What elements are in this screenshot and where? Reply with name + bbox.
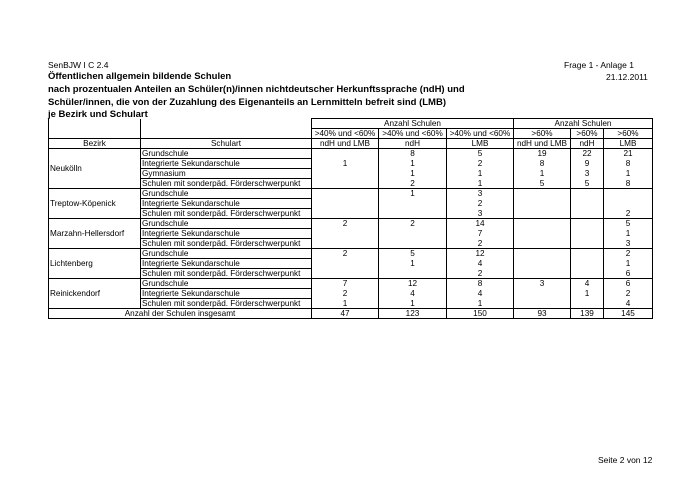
schulart-cell: Schulen mit sonderpäd. Förderschwerpunkt bbox=[141, 299, 312, 309]
sub-header: ndH bbox=[571, 139, 604, 149]
value-cell bbox=[312, 209, 379, 219]
range-header: >40% und <60% bbox=[379, 129, 447, 139]
total-value: 47 bbox=[312, 309, 379, 319]
value-cell bbox=[379, 229, 447, 239]
total-value: 139 bbox=[571, 309, 604, 319]
value-cell: 1 bbox=[604, 229, 653, 239]
frage-anlage: Frage 1 - Anlage 1 bbox=[564, 60, 634, 70]
total-label: Anzahl der Schulen insgesamt bbox=[49, 309, 312, 319]
table-row bbox=[49, 149, 653, 159]
value-cell bbox=[514, 189, 571, 199]
value-cell: 5 bbox=[379, 249, 447, 259]
value-cell: 3 bbox=[604, 239, 653, 249]
value-cell: 9 bbox=[571, 159, 604, 169]
column-header-schulart: Schulart bbox=[141, 139, 312, 149]
value-cell bbox=[514, 299, 571, 309]
value-cell bbox=[571, 249, 604, 259]
value-cell bbox=[312, 229, 379, 239]
district-name: Neukölln bbox=[49, 149, 141, 189]
schulart-cell: Integrierte Sekundarschule bbox=[141, 289, 312, 299]
value-cell bbox=[571, 239, 604, 249]
value-cell bbox=[571, 199, 604, 209]
value-cell: 12 bbox=[379, 279, 447, 289]
value-cell bbox=[514, 219, 571, 229]
doc-date: 21.12.2011 bbox=[606, 72, 648, 82]
value-cell bbox=[312, 169, 379, 179]
column-header-bezirk: Bezirk bbox=[49, 139, 141, 149]
district-name: Reinickendorf bbox=[49, 279, 141, 309]
value-cell bbox=[571, 189, 604, 199]
value-cell bbox=[514, 289, 571, 299]
value-cell bbox=[571, 229, 604, 239]
range-header: >60% bbox=[604, 129, 653, 139]
value-cell: 2 bbox=[447, 269, 514, 279]
value-cell: 2 bbox=[312, 249, 379, 259]
value-cell: 5 bbox=[571, 179, 604, 189]
schulart-cell: Grundschule bbox=[141, 189, 312, 199]
range-header: >40% und <60% bbox=[447, 129, 514, 139]
value-cell bbox=[571, 269, 604, 279]
value-cell: 8 bbox=[447, 279, 514, 289]
value-cell: 7 bbox=[447, 229, 514, 239]
schulart-cell: Grundschule bbox=[141, 279, 312, 289]
value-cell: 14 bbox=[447, 219, 514, 229]
value-cell bbox=[571, 209, 604, 219]
value-cell: 8 bbox=[379, 149, 447, 159]
value-cell: 2 bbox=[604, 209, 653, 219]
value-cell bbox=[514, 229, 571, 239]
totals-row bbox=[49, 309, 653, 319]
table-row bbox=[49, 219, 653, 229]
value-cell: 8 bbox=[604, 179, 653, 189]
page-number: Seite 2 von 12 bbox=[598, 455, 653, 465]
value-cell: 8 bbox=[514, 159, 571, 169]
value-cell: 1 bbox=[312, 159, 379, 169]
value-cell bbox=[514, 239, 571, 249]
value-cell bbox=[312, 149, 379, 159]
title-line-4: je Bezirk und Schulart bbox=[48, 109, 148, 120]
value-cell: 1 bbox=[312, 299, 379, 309]
schulart-cell: Grundschule bbox=[141, 149, 312, 159]
value-cell: 2 bbox=[447, 239, 514, 249]
header-blank bbox=[49, 129, 141, 139]
value-cell: 2 bbox=[312, 219, 379, 229]
value-cell bbox=[514, 199, 571, 209]
value-cell: 4 bbox=[571, 279, 604, 289]
value-cell: 12 bbox=[447, 249, 514, 259]
title-line-3: Schüler/innen, die von der Zuzahlung des Eigenanteils an Lernmitteln befreit sind (LMB) bbox=[48, 97, 446, 108]
schulart-cell: Grundschule bbox=[141, 249, 312, 259]
value-cell: 4 bbox=[447, 289, 514, 299]
total-value: 123 bbox=[379, 309, 447, 319]
value-cell: 21 bbox=[604, 149, 653, 159]
schulart-cell: Schulen mit sonderpäd. Förderschwerpunkt bbox=[141, 179, 312, 189]
value-cell: 6 bbox=[604, 269, 653, 279]
district-name: Treptow-Köpenick bbox=[49, 189, 141, 219]
total-value: 150 bbox=[447, 309, 514, 319]
value-cell: 8 bbox=[604, 159, 653, 169]
header-blank bbox=[141, 119, 312, 129]
district-name: Marzahn-Hellersdorf bbox=[49, 219, 141, 249]
value-cell bbox=[312, 269, 379, 279]
value-cell bbox=[312, 189, 379, 199]
value-cell: 1 bbox=[514, 169, 571, 179]
value-cell: 1 bbox=[447, 179, 514, 189]
value-cell: 5 bbox=[447, 149, 514, 159]
value-cell: 2 bbox=[447, 159, 514, 169]
value-cell: 2 bbox=[312, 289, 379, 299]
schulart-cell: Schulen mit sonderpäd. Förderschwerpunkt bbox=[141, 209, 312, 219]
doc-ref: SenBJW I C 2.4 bbox=[48, 60, 109, 70]
schulart-cell: Schulen mit sonderpäd. Förderschwerpunkt bbox=[141, 239, 312, 249]
value-cell: 2 bbox=[379, 179, 447, 189]
schulart-cell: Gymnasium bbox=[141, 169, 312, 179]
value-cell: 1 bbox=[379, 299, 447, 309]
value-cell: 1 bbox=[604, 169, 653, 179]
value-cell bbox=[571, 299, 604, 309]
value-cell: 1 bbox=[379, 159, 447, 169]
value-cell bbox=[312, 199, 379, 209]
value-cell bbox=[312, 259, 379, 269]
header-blank bbox=[141, 129, 312, 139]
value-cell bbox=[312, 239, 379, 249]
value-cell: 3 bbox=[571, 169, 604, 179]
table-row bbox=[49, 279, 653, 289]
sub-header: ndH bbox=[379, 139, 447, 149]
value-cell: 5 bbox=[514, 179, 571, 189]
schulart-cell: Grundschule bbox=[141, 219, 312, 229]
table-row bbox=[49, 249, 653, 259]
value-cell: 2 bbox=[604, 249, 653, 259]
group-header-60: Anzahl Schulen bbox=[514, 119, 653, 129]
value-cell bbox=[379, 239, 447, 249]
total-value: 145 bbox=[604, 309, 653, 319]
value-cell: 7 bbox=[312, 279, 379, 289]
value-cell: 6 bbox=[604, 279, 653, 289]
range-header: >40% und <60% bbox=[312, 129, 379, 139]
value-cell bbox=[379, 209, 447, 219]
schulart-cell: Integrierte Sekundarschule bbox=[141, 159, 312, 169]
value-cell: 22 bbox=[571, 149, 604, 159]
value-cell: 2 bbox=[379, 219, 447, 229]
value-cell: 3 bbox=[447, 209, 514, 219]
value-cell: 3 bbox=[514, 279, 571, 289]
sub-header: LMB bbox=[447, 139, 514, 149]
value-cell bbox=[514, 249, 571, 259]
value-cell: 1 bbox=[571, 289, 604, 299]
schulart-cell: Schulen mit sonderpäd. Förderschwerpunkt bbox=[141, 269, 312, 279]
value-cell: 1 bbox=[447, 299, 514, 309]
range-header: >60% bbox=[514, 129, 571, 139]
title-line-2: nach prozentualen Anteilen an Schüler(n)/innen nichtdeutscher Herkunftssprache (ndH) und bbox=[48, 84, 465, 95]
schulart-cell: Integrierte Sekundarschule bbox=[141, 199, 312, 209]
sub-header: LMB bbox=[604, 139, 653, 149]
range-header: >60% bbox=[571, 129, 604, 139]
value-cell: 4 bbox=[447, 259, 514, 269]
value-cell bbox=[514, 269, 571, 279]
value-cell bbox=[514, 259, 571, 269]
value-cell bbox=[604, 199, 653, 209]
value-cell: 1 bbox=[604, 259, 653, 269]
value-cell: 3 bbox=[447, 189, 514, 199]
sub-header: ndH und LMB bbox=[514, 139, 571, 149]
value-cell bbox=[379, 269, 447, 279]
header-blank bbox=[49, 119, 141, 129]
title-line-1: Öffentlichen allgemein bildende Schulen bbox=[48, 71, 232, 82]
value-cell bbox=[312, 179, 379, 189]
schulart-cell: Integrierte Sekundarschule bbox=[141, 229, 312, 239]
value-cell bbox=[514, 209, 571, 219]
value-cell: 2 bbox=[604, 289, 653, 299]
group-header-40-60: Anzahl Schulen bbox=[312, 119, 514, 129]
value-cell: 1 bbox=[379, 169, 447, 179]
value-cell: 1 bbox=[379, 189, 447, 199]
sub-header: ndH und LMB bbox=[312, 139, 379, 149]
schulart-cell: Integrierte Sekundarschule bbox=[141, 259, 312, 269]
value-cell: 4 bbox=[604, 299, 653, 309]
table-row bbox=[49, 189, 653, 199]
value-cell: 4 bbox=[379, 289, 447, 299]
value-cell bbox=[571, 219, 604, 229]
district-name: Lichtenberg bbox=[49, 249, 141, 279]
value-cell: 1 bbox=[447, 169, 514, 179]
total-value: 93 bbox=[514, 309, 571, 319]
value-cell: 19 bbox=[514, 149, 571, 159]
value-cell: 5 bbox=[604, 219, 653, 229]
value-cell: 2 bbox=[447, 199, 514, 209]
value-cell bbox=[604, 189, 653, 199]
value-cell bbox=[379, 199, 447, 209]
schools-table bbox=[48, 118, 653, 319]
value-cell bbox=[571, 259, 604, 269]
value-cell: 1 bbox=[379, 259, 447, 269]
